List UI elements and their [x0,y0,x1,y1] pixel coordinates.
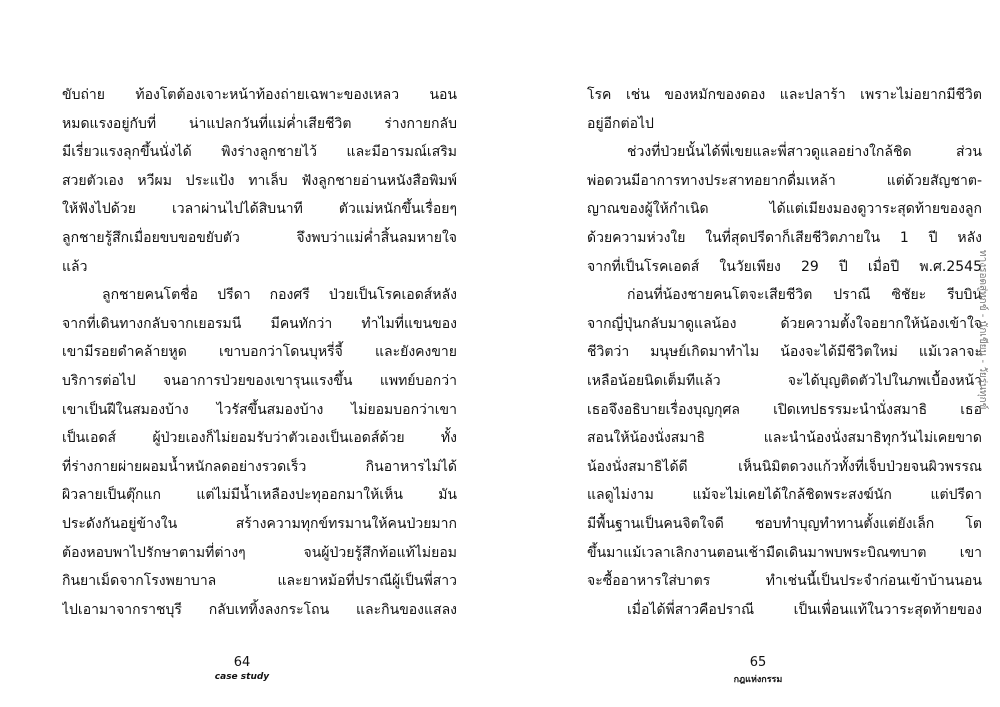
text-line: ลูกชายคนโตชื่อ ปรีดา กองศรี ป่วยเป็นโรคเอดส์หลัง [102,287,457,304]
text-line: โรค เช่น ของหมักของดอง และปลาร้า เพราะไม่อยากมีชีวิต [587,87,982,103]
left-body-text [62,81,457,624]
text-line: เป็นเอดส์ ผู้ป่วยเองก็ไม่ยอมรับว่าตัวเองเป็นเอดส์ด้วย ทั้ง [62,430,457,447]
text-line: ไปเอามาจากราชบุรี กลับเททิ้งลงกระโถน และกินของแสลง [62,601,457,618]
text-line: ชีวิตว่า มนุษย์เกิดมาทำไม น้องจะได้มีชีวิตใหม่ แม้เวลาจะ [587,344,982,361]
text-line: กินยาเม็ดจากโรงพยาบาล และยาหม้อที่ปราณีผู้เป็นพี่สาว [62,573,457,590]
text-line: แลดูไม่งาม แม้จะไม่เคยได้ใกล้ชิดพระสงฆ์นัก แต่ปรีดา [587,487,982,504]
text-line: ต้องหอบพาไปรักษาตามที่ต่างๆ จนผู้ป่วยรู้สึกท้อแท้ไม่ยอม [62,544,457,561]
text-line: หมดแรงอยู่กับที่ น่าแปลกวันที่แม่ค่ำเสียชีวิต ร่างกายกลับ [62,115,457,132]
text-line: เขามีรอยดำคล้ายหูด เขาบอกว่าโดนบุหรี่จี้ และยังคงขาย [62,344,457,361]
running-footer: กฎแห่งกรรม [733,675,783,685]
text-line: จากที่เดินทางกลับจากเยอรมนี มีคนทักว่า ทำไมที่แขนของ [62,315,457,332]
text-line: แล้ว [62,258,88,275]
text-line: เมื่อได้พี่สาวคือปราณี เป็นเพื่อนแท้ในวาระสุดท้ายของ [627,601,982,618]
running-footer: case study [214,672,270,682]
text-line: สอนให้น้องนั่งสมาธิ และนำน้องนั่งสมาธิทุกวันไม่เคยขาด [587,430,982,447]
text-line: ก่อนที่น้องชายคนโตจะเสียชีวิต ปราณี ซิชัยะ รีบบิน [627,287,982,304]
text-line: บริการต่อไป จนอาการป่วยของเขารุนแรงขึ้น แพทย์บอกว่า [62,372,457,389]
text-line: จากที่เป็นโรคเอดส์ ในวัยเพียง 29 ปี เมื่อปี พ.ศ.2545 [587,258,982,275]
text-line: จากญี่ปุ่นกลับมาดูแลน้อง ด้วยความตั้งใจอยากให้น้องเข้าใจ [587,315,982,332]
text-line: พ่อดวนมีอาการทางประสาทอยากดื่มเหล้า แต่ด้วยสัญชาต- [587,172,982,189]
text-line: มีเรี่ยวแรงลุกขึ้นนั่งได้ พิงร่างลูกชายไว้ และมีอารมณ์เสริม [62,144,457,161]
right-body-text [587,81,982,624]
text-line: เขาเป็นฝีในสมองบ้าง ไวรัสขึ้นสมองบ้าง ไม่ยอมบอกว่าเขา [62,401,457,418]
page-number: 64 [233,655,251,670]
text-line: น้องนั่งสมาธิได้ดี เห็นนิมิตดวงแก้วทั้งที่เจ็บป่วยจนผิวพรรณ [587,458,982,475]
text-line: เธอจึงอธิบายเรื่องบุญกุศล เปิดเทปธรรมะนำนั่งสมาธิ เธอ [587,401,982,418]
text-line: ช่วงที่ป่วยนั้นได้พี่เขยและพี่สาวดูแลอย่างใกล้ชิด ส่วน [627,144,982,161]
text-line: อยู่อีกต่อไป [587,115,654,132]
text-line: ลูกชายรู้สึกเมื่อยขบขอขยับตัว จึงพบว่าแม่ค่ำสิ้นลมหายใจ [62,229,457,246]
text-line: ให้ฟังไปด้วย เวลาผ่านไปได้สิบนาที ตัวแม่หนักขึ้นเรื่อยๆ [62,201,457,218]
text-line: เหลือน้อยนิดเต็มทีแล้ว จะได้บุญติดตัวไปในภพเบื้องหน้า [587,372,982,389]
text-line: ที่ร่างกายผ่ายผอมน้ำหนักลดอย่างรวดเร็ว กินอาหารไม่ได้ [62,458,457,475]
text-line: จะซื้ออาหารใส่บาตร ทำเช่นนี้เป็นประจำก่อนเข้าบ้านนอน [587,573,982,590]
right-page [500,0,1000,707]
text-line: ญาณของผู้ให้กำเนิด ได้แต่เมียงมองดูวาระสุดท้ายของลูก [587,201,982,218]
text-line: มีพื้นฐานเป็นคนจิตใจดี ชอบทำบุญทำทานตั้งแต่ยังเล็ก โต [587,515,982,532]
text-line: ด้วยความห่วงใย ในที่สุดปรีดาก็เสียชีวิตภายใน 1 ปี หลัง [587,229,982,246]
side-watermark: ทางรอดสู่ทุกข์ - นักเขียน - วัยรุ่นทุกข์ [977,250,988,410]
text-line: ประดังกันอยู่ข้างใน สร้างความทุกข์ทรมานให้คนป่วยมาก [62,515,457,532]
text-line: สวยตัวเอง หวีผม ประแป้ง ทาเล็บ ฟังลูกชายอ่านหนังสือพิมพ์ [62,172,457,189]
text-line: ขึ้นมาแม้เวลาเลิกงานตอนเช้ามืดเดินมาพบพระบิณฑบาต เขา [587,544,982,561]
text-line: ขับถ่าย ท้องโตต้องเจาะหน้าท้องถ่ายเฉพาะของเหลว นอน [62,87,457,103]
text-line: ผิวลายเป็นตุ๊กแก แต่ไม่มีน้ำเหลืองปะทุออกมาให้เห็น มัน [62,487,457,504]
page-number: 65 [749,655,767,670]
